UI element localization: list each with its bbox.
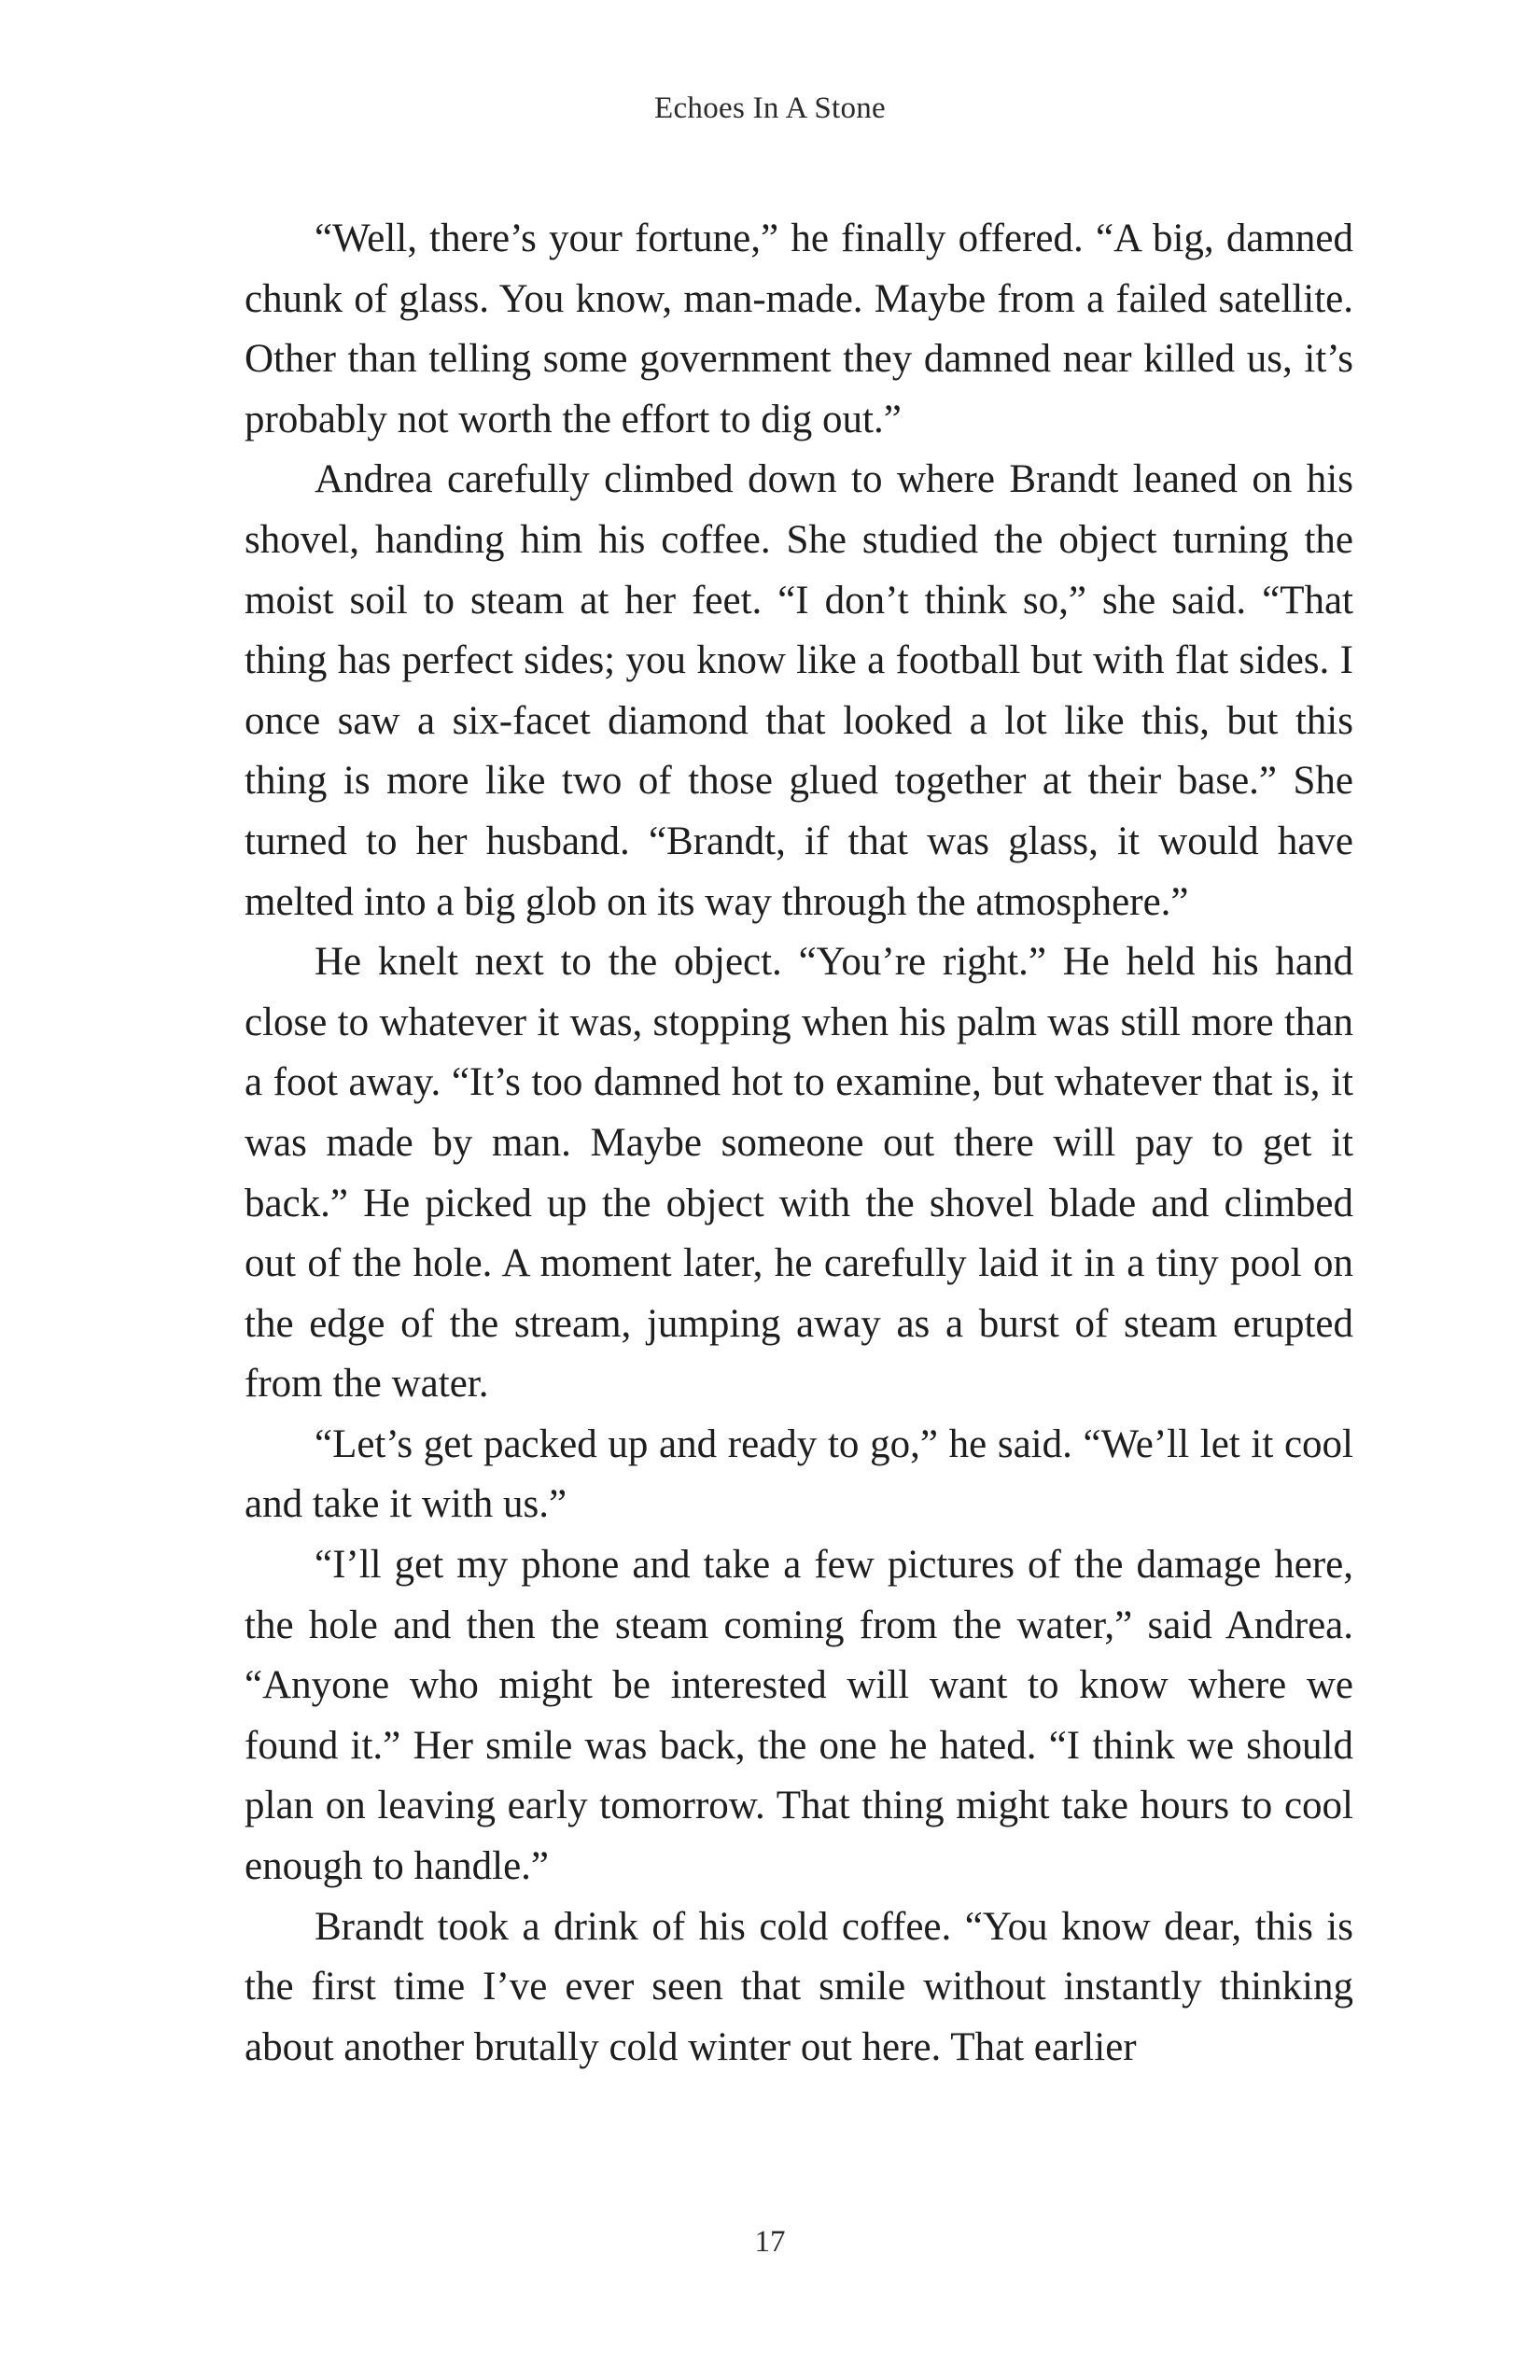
paragraph: “Let’s get packed up and ready to go,” he said. “We’ll let it cool and take it with us.” (245, 1421, 1353, 1527)
paragraph: Andrea carefully climbed down to where Brandt leaned on his shovel, handing him his coffee. She studied the object turning the moist soil to steam at her feet. “I don’t think so,” she said. “That thing has perfect sides; you know like a football but with flat sides. I once saw a six-facet diamond that looked a lot like this, but this thing is more like two of those glued together at their base.” She turned to her husband. “Brandt, if that was glass, it would have melted into a big glob on its way through the atmosphere.” (245, 457, 1353, 924)
paragraph: Brandt took a drink of his cold coffee. “You know dear, this is the first time I’ve ever seen that smile without instantly thinking about another brutally cold winter out here. That earlier (245, 1904, 1353, 2069)
page-body (245, 209, 1353, 2078)
paragraph: He knelt next to the object. “You’re right.” He held his hand close to whatever it was, stopping when his palm was still more than a foot away. “It’s too damned hot to examine, but whatever that is, it was made by man. Maybe someone out there will pay to get it back.” He picked up the object with the shovel blade and climbed out of the hole. A moment later, he carefully laid it in a tiny pool on the edge of the stream, jumping away as a burst of steam erupted from the water. (245, 940, 1353, 1407)
running-head: Echoes In A Stone (654, 91, 886, 125)
page-number: 17 (754, 2225, 786, 2259)
paragraph: “Well, there’s your fortune,” he finally offered. “A big, damned chunk of glass. You know, man-made. Maybe from a failed satellite. Other than telling some government they damned near killed us, it’s probably not worth the effort to dig out.” (245, 217, 1353, 441)
paragraph: “I’ll get my phone and take a few pictures of the damage here, the hole and then the steam coming from the water,” said Andrea. “Anyone who might be interested will want to know where we found it.” Her smile was back, the one he hated. “I think we should plan on leaving early tomorrow. That thing might take hours to cool enough to handle.” (245, 1543, 1353, 1889)
